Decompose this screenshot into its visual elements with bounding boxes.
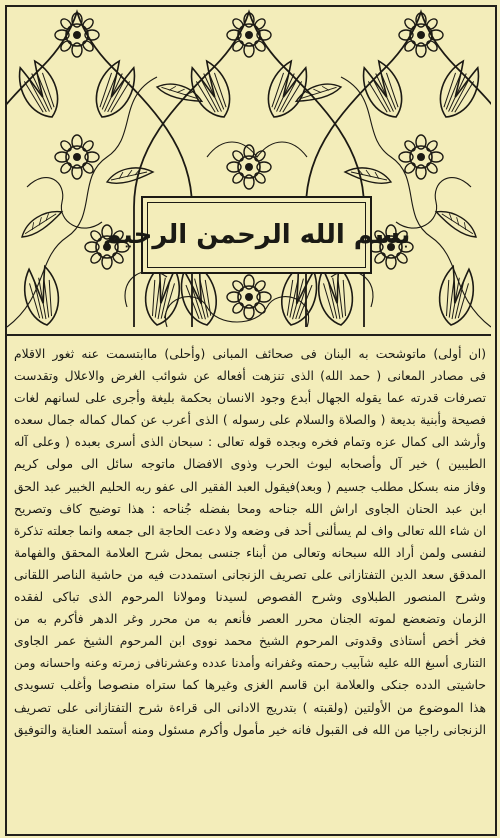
text-line-13: الزمان وتضعضع لموته الجنان محرر العصر فأنعم به من محرر وغر الدهر فأكرم به من (14, 612, 486, 627)
text-line-6: الطيبين ) خير آل وأصحابه ليوث الحرب وذوى الافضال ماتوجه سائل الى مولى كريم (14, 457, 486, 472)
text-line-2: فى مصادر المعانى ( حمد الله) الذى تنزهت أفعاله عن شوائب الغرض والاعلال وتقدست (14, 369, 486, 384)
text-line-12: وشرح المنصور الطبلاوى وشرح الفصوص لسيدنا ومولانا المرحوم الذى تباكى لفقده (14, 590, 486, 605)
basmala-cartouche (102, 196, 411, 274)
text-line-8: ابن عبد الحنان الجاوى اراش الله جناحه ومحا بفضله جُناحه : هذا توضيح كاف وتصريح (14, 501, 486, 516)
text-line-5: وأرشد الى كمال عزه وتمام فخره وبجده قوله تعالى : سبحان الذى أسرى بعبده ( وعلى آله (14, 435, 486, 450)
text-line-1: (ان أولى) ماتوشحت به البنان فى صحائف المبانى (وأحلى) ماابتسمت عنه ثغور الاقلام (14, 347, 486, 361)
text-line-15: التنارى أسبغ الله عليه شآبيب رحمته وغفرانه وأمدنا عدده وعشرنافى زمرته وعنه واحسانه ومن (14, 656, 486, 671)
text-line-4: فصيحة وأبنية بديعة ( والصلاة والسلام على رسوله ) الذى أعرب عن كمال كماله جمال سعده (14, 413, 486, 428)
text-line-18: الزنجانى راجيا من الله فى القبول فانه خير مأمول وأكرم مسئول ومنه أستمد العناية والتوفيق (14, 722, 486, 737)
floral-ornament-header (7, 7, 491, 332)
text-line-17: هذا الموضوع من الأولتين (ولقبته ) بتدريج الادانى الى قراءة شرح التفتازانى على تصريف (14, 700, 486, 715)
text-line-11: المدقق سعد الدين التفتازانى على تصريف الزنجانى استمددت فيه من حاشية الناصر اللقانى (14, 567, 486, 582)
text-line-14: فخر أخص أستاذى وقدوتى المرحوم الشيخ محمد نووى ابن المرحوم الشيخ عمر الجاوى (14, 634, 486, 649)
header-divider (7, 334, 491, 336)
text-line-3: تصرفات قدرته عما يقوله الجهال أبدع وجود الانسان بحكمة بليغة وأجرى على لسانهم لغات (14, 391, 486, 406)
text-line-7: وفاز منه بسكل مطلب جسيم ( وبعد)فيقول العبد الفقير الى عفو ربه الحليم الخبير عبد الحق (14, 479, 486, 494)
arabic-body-text (14, 343, 486, 829)
basmala-text: بسم الله الرحمن الرحيم (102, 220, 411, 250)
text-line-9: ان شاء الله تعالى واف لم يسألنى أحد فى وضعه ولا دعت الحاجة الى جمعه وانما جعلته تذكرة (14, 523, 486, 538)
text-line-10: لنفسى ولمن أراد الله سبحانه وتعالى من أبناء جنسى بمحل شرح العلامة المحقق والفهامة (14, 545, 486, 560)
text-line-16: حاشيتى الدده جنكى والعلامة ابن قاسم الغزى وغيرها كما ستراه منصوصا وأغلب تسويدى (14, 678, 486, 693)
